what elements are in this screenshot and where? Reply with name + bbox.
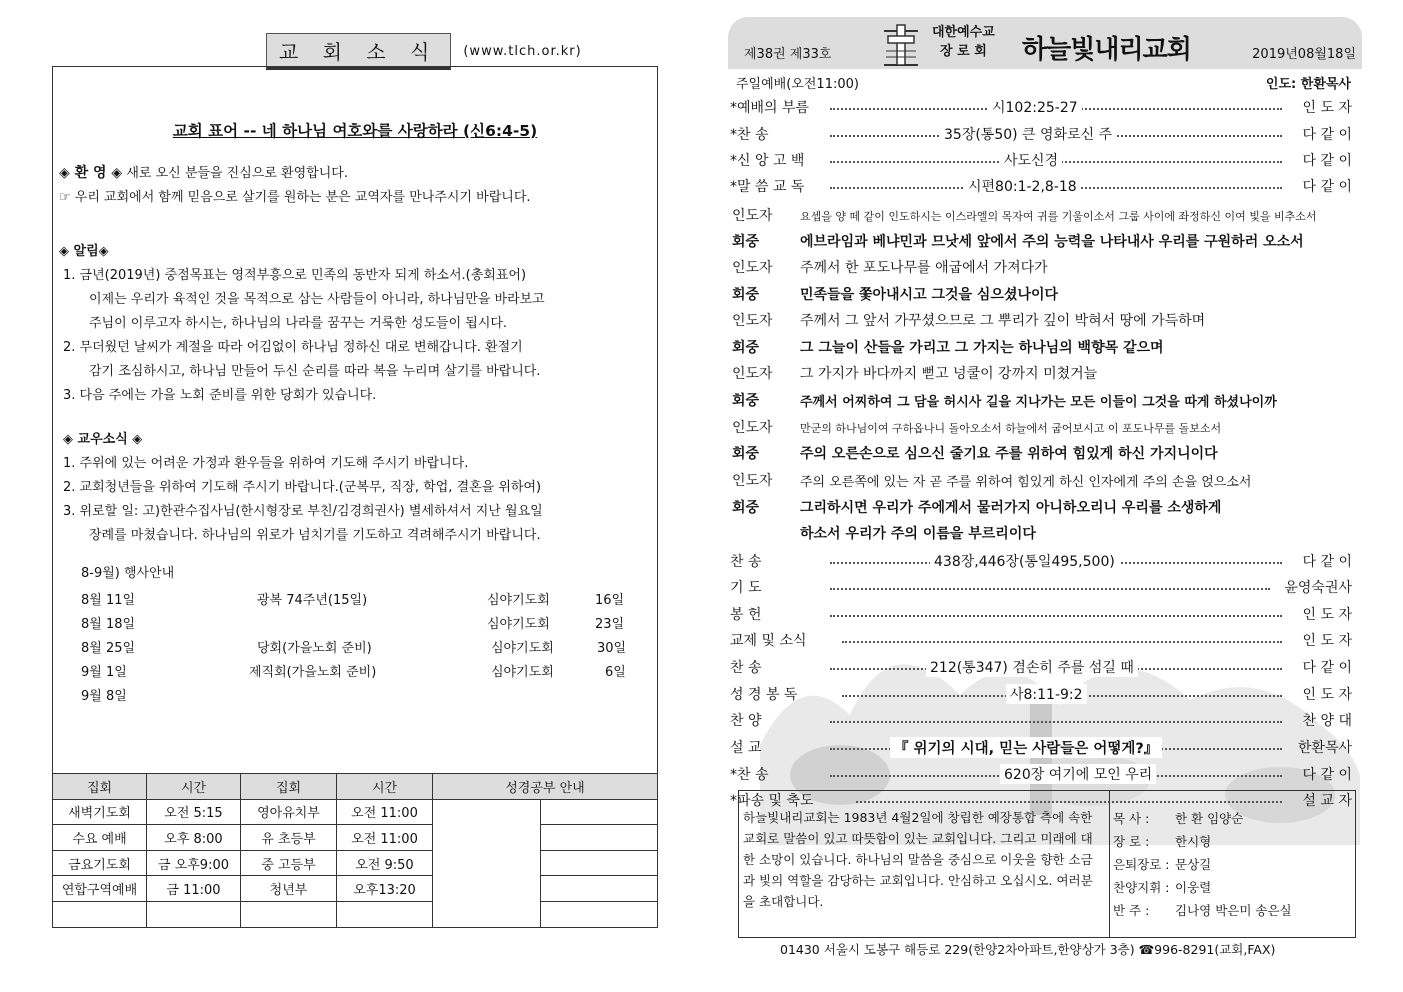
table-cell: 새벽기도회 [53, 799, 147, 825]
order-person: 다 같 이 [1302, 127, 1352, 143]
reading-speaker: 인도자 [732, 473, 773, 489]
table-cell [541, 850, 658, 876]
reading-speaker: 회중 [732, 500, 760, 516]
reading-speaker: 회중 [732, 340, 760, 356]
pastoral-line: 3. 위로할 일: 고)한관수집사님(한시형장로 부친/김경희권사) 별세하셔서 지난 월요일 [63, 504, 543, 519]
schedule-event: 제직회(가을노회 준비) [249, 665, 377, 680]
table-cell: 영아유치부 [241, 799, 337, 825]
reading-speaker: 회중 [732, 287, 760, 303]
table-cell: 유 초등부 [241, 825, 337, 851]
table-cell: 금요기도회 [53, 850, 147, 876]
reading-text: 하소서 우리가 주의 이름을 부르리이다 [800, 526, 1036, 542]
reading-text: 주의 오른쪽에 있는 자 곧 주를 위하여 힘있게 하신 인자에게 주의 손을 얹으소서 [800, 475, 1252, 490]
staff-role: 목 사 : [1113, 811, 1150, 826]
order-row [730, 174, 1352, 200]
schedule-date: 9월 1일 [81, 665, 127, 680]
order-label: 찬 송 [730, 660, 762, 676]
order-detail: 35장(통50) 큰 영화로신 주 [940, 124, 1116, 144]
order-person: 인 도 자 [1302, 100, 1352, 116]
order-detail: 시편80:1-2,8-18 [964, 176, 1081, 196]
staff-row [1113, 830, 1292, 853]
schedule-day: 23일 [595, 617, 625, 632]
table-cell [541, 825, 658, 851]
church-address: 01430 서울시 도봉구 해등로 229(한양2차아파트,한양상가 3층) ☎996-8291(교회,FAX) [780, 942, 1276, 957]
notice-line: 2. 무더웠던 날씨가 계절을 따라 어김없이 하나님 정하신 대로 변해갑니다. 환절기 [63, 340, 523, 355]
order-person: 찬 양 대 [1302, 713, 1352, 729]
order-detail: 620장 여기에 모인 우리 [1000, 764, 1156, 784]
table-cell: 청년부 [241, 876, 337, 902]
table-cell: 오후 8:00 [147, 825, 241, 851]
welcome-text: 새로 오신 분들을 진심으로 환영합니다. [126, 166, 348, 181]
table-cell [337, 901, 433, 927]
staff-row [1113, 899, 1292, 922]
denomination-line-1: 대한예수교 [932, 25, 995, 40]
staff-role: 은퇴장로 : [1113, 857, 1170, 872]
staff-row [1113, 876, 1292, 899]
schedule-day: 30일 [597, 641, 627, 656]
staff-name: 이웅렬 [1175, 880, 1212, 895]
schedule-title: 8-9월) 행사안내 [81, 566, 175, 581]
denomination [932, 23, 995, 61]
schedule-prayer: 심야기도회 [491, 641, 554, 656]
reading-speaker: 인도자 [732, 420, 773, 436]
table-row [53, 825, 658, 851]
schedule-row [59, 658, 651, 682]
table-cell: 오전 11:00 [337, 799, 433, 825]
notice-line: 이제는 우리가 육적인 것을 목적으로 삼는 사람들이 아니라, 하나님만을 바라보고 [89, 292, 545, 307]
order-label: *말 씀 교 독 [730, 179, 805, 195]
order-label: 성 경 봉 독 [730, 687, 798, 703]
notice-title: ◈ 알림◈ [59, 244, 109, 259]
reading-text: 주께서 그 앞서 가꾸셨으므로 그 뿌리가 깊이 박혀서 땅에 가득하며 [800, 313, 1206, 329]
order-detail: 시102:25-27 [988, 97, 1082, 117]
schedule-day: 6일 [605, 665, 626, 680]
service-leader: 인도: 한환목사 [1265, 77, 1351, 92]
reading-speaker: 인도자 [732, 208, 773, 224]
welcome-section [59, 161, 651, 210]
welcome-title: ◈ 환 영 ◈ [59, 165, 123, 181]
schedule-day: 16일 [595, 593, 625, 608]
church-name: 하늘빛내리교회 [1022, 35, 1191, 65]
order-row [730, 655, 1352, 681]
notice-line: 1. 금년(2019년) 중점목표는 영적부흥으로 민족의 동반자 되게 하소서.(총회표어) [63, 268, 527, 283]
order-label: *신 앙 고 백 [730, 153, 805, 169]
order-detail: 사도신경 [1000, 150, 1062, 170]
staff-name: 김나영 박은미 송은실 [1175, 903, 1292, 918]
staff-name: 한 환 임양순 [1175, 811, 1244, 826]
schedule-date: 8월 25일 [81, 641, 136, 656]
staff-role: 반 주 : [1113, 903, 1150, 918]
table-header: 시간 [147, 774, 241, 800]
order-person: 설 교 자 [1302, 793, 1352, 809]
table-row [53, 850, 658, 876]
schedule-row [59, 586, 651, 610]
schedule-prayer: 심야기도회 [487, 593, 550, 608]
news-box [52, 66, 658, 774]
staff-role: 장 로 : [1113, 834, 1150, 849]
staff-row [1113, 853, 1292, 876]
reading-text: 주의 오른손으로 심으신 줄기요 주를 위하여 힘있게 하신 가지니이다 [800, 446, 1218, 462]
staff-name: 문상길 [1175, 857, 1212, 872]
order-person: 다 같 이 [1302, 179, 1352, 195]
table-cell [541, 799, 658, 825]
order-label: 교제 및 소식 [730, 633, 807, 649]
pastoral-title: ◈ 교우소식 ◈ [63, 432, 143, 447]
order-label: *예배의 부름 [730, 100, 810, 116]
order-detail: 사8:11-9:2 [1006, 684, 1087, 704]
reading-text: 민족들을 쫓아내시고 그것을 심으셨나이다 [800, 287, 1059, 303]
news-title: 교 회 소 식 [266, 33, 451, 70]
pastoral-line: 1. 주위에 있는 어려운 가정과 환우들을 위하여 기도해 주시기 바랍니다. [63, 456, 469, 471]
order-row [730, 122, 1352, 148]
table-row [53, 901, 658, 927]
table-cell [53, 901, 147, 927]
schedule-date: 9월 8일 [81, 689, 127, 704]
church-motto: 교회 표어 -- 네 하나님 여호와를 사랑하라 (신6:4-5) [172, 122, 538, 140]
table-header: 집회 [241, 774, 337, 800]
order-row [730, 575, 1352, 601]
reading-speaker: 회중 [732, 234, 760, 250]
table-cell: 오후13:20 [337, 876, 433, 902]
staff-role: 찬양지휘 : [1113, 880, 1170, 895]
schedule-date: 8월 18일 [81, 617, 136, 632]
order-row [730, 682, 1352, 708]
order-label: *파송 및 축도 [730, 793, 814, 809]
order-person: 인 도 자 [1302, 687, 1352, 703]
reading-text: 그리하시면 우리가 주에게서 물러가지 아니하오리니 우리를 소생하게 [800, 500, 1222, 516]
table-row [53, 876, 658, 902]
order-row [730, 708, 1352, 734]
table-cell [541, 901, 658, 927]
schedule-prayer: 심야기도회 [491, 665, 554, 680]
order-person: 다 같 이 [1302, 767, 1352, 783]
table-cell: 중 고등부 [241, 850, 337, 876]
order-row [730, 148, 1352, 174]
order-person: 다 같 이 [1302, 554, 1352, 570]
bulletin-header [728, 17, 1362, 69]
order-row [730, 549, 1352, 575]
service-time: 주일예배(오전11:00) [736, 77, 859, 92]
reading-speaker: 인도자 [732, 313, 773, 329]
table-cell [241, 901, 337, 927]
reading-text: 주께서 어찌하여 그 담을 허시사 길을 지나가는 모든 이들이 그것을 따게 하셨나이까 [800, 395, 1277, 410]
table-cell [541, 876, 658, 902]
reading-text: 만군의 하나님이여 구하옵나니 돌아오소서 하늘에서 굽어보시고 이 포도나무를 돌보소서 [800, 422, 1222, 435]
schedule-row [59, 634, 651, 658]
pastoral-line: 장례를 마쳤습니다. 하나님의 위로가 넘치기를 기도하고 격려해주시기 바랍니다. [89, 528, 541, 543]
meeting-times-table [52, 773, 658, 928]
reading-speaker: 회중 [732, 393, 760, 409]
notice-line: 3. 다음 주에는 가을 노회 준비를 위한 당회가 있습니다. [63, 388, 377, 403]
table-cell: 연합구역예배 [53, 876, 147, 902]
denomination-line-2: 장 로 회 [940, 44, 987, 59]
table-header: 집회 [53, 774, 147, 800]
table-cell [433, 799, 541, 927]
order-label: 찬 양 [730, 713, 762, 729]
order-person: 한환목사 [1297, 740, 1352, 756]
reading-speaker: 회중 [732, 446, 760, 462]
schedule-date: 8월 11일 [81, 593, 136, 608]
staff-list [1113, 807, 1292, 922]
reading-speaker: 인도자 [732, 260, 773, 276]
order-label: 찬 송 [730, 554, 762, 570]
pastoral-section [59, 428, 651, 548]
order-label: 기 도 [730, 580, 762, 596]
order-label: 설 교 [730, 740, 762, 756]
table-cell: 오전 5:15 [147, 799, 241, 825]
schedule-row [59, 682, 651, 706]
order-row [730, 95, 1352, 121]
table-row [53, 799, 658, 825]
order-label: 봉 헌 [730, 607, 762, 623]
notice-line: 주님이 이루고자 하시는, 하나님의 나라를 꿈꾸는 거룩한 성도들이 됩시다. [89, 316, 508, 331]
order-person: 인 도 자 [1302, 607, 1352, 623]
reading-speaker: 인도자 [732, 366, 773, 382]
schedule-row [59, 610, 651, 634]
church-url[interactable]: (www.tlch.or.kr) [463, 44, 582, 59]
church-introduction: 하늘빛내리교회는 1983년 4월2일에 창립한 예장통합 측에 속한 교회로 말씀이 있고 따뜻함이 있는 교회입니다. 그리고 미래에 대한 소망이 있습니다. 하나님의 말씀을 중심으로 이웃을 향한 소금과 빛의 역할을 감당하는 교회입니다. 안심하고 오십시오. 여러분을 초대합니다. [743, 810, 1093, 909]
order-label: *찬 송 [730, 127, 769, 143]
order-detail: 438장,446장(통일495,500) [930, 551, 1119, 571]
table-cell: 금 오후9:00 [147, 850, 241, 876]
notice-line: 감기 조심하시고, 하나님 만들어 두신 순리를 따라 복을 누리며 살기를 바랍니다. [89, 364, 541, 379]
staff-name: 한시형 [1175, 834, 1212, 849]
table-cell: 오전 11:00 [337, 825, 433, 851]
pastoral-line: 2. 교회청년들을 위하여 기도해 주시기 바랍니다.(군복무, 직장, 학업, 결혼을 위하여) [63, 480, 542, 495]
order-label: *찬 송 [730, 767, 769, 783]
notice-section [59, 240, 651, 408]
sermon-title: 『 위기의 시대, 믿는 사람들은 어떻게?』 [890, 737, 1162, 758]
order-row [730, 628, 1352, 654]
church-info-box [738, 790, 1356, 938]
table-cell: 금 11:00 [147, 876, 241, 902]
table-header: 시간 [337, 774, 433, 800]
reading-text: 그 그늘이 산들을 가리고 그 가지는 하나님의 백향목 같으며 [800, 340, 1164, 356]
issue-number: 제38권 제33호 [744, 47, 832, 62]
event-schedule [59, 562, 651, 706]
schedule-event: 당회(가을노회 준비) [257, 641, 372, 656]
schedule-prayer: 심야기도회 [487, 617, 550, 632]
reading-text: 주께서 한 포도나무를 애굽에서 가져다가 [800, 260, 1048, 276]
order-person: 다 같 이 [1302, 153, 1352, 169]
table-header-row [53, 774, 658, 800]
order-person: 인 도 자 [1302, 633, 1352, 649]
table-header: 성경공부 안내 [433, 774, 658, 800]
table-cell: 수요 예배 [53, 825, 147, 851]
staff-row [1113, 807, 1292, 830]
order-row [730, 602, 1352, 628]
welcome-text-2: ☞ 우리 교회에서 함께 믿음으로 살기를 원하는 분은 교역자를 만나주시기 바랍니다. [59, 190, 531, 205]
order-person: 윤영숙권사 [1284, 580, 1352, 596]
reading-text: 그 가지가 바다까지 뻗고 넝쿨이 강까지 미쳤거늘 [800, 366, 1098, 382]
church-cross-icon [880, 21, 922, 69]
reading-text: 요셉을 양 떼 같이 인도하시는 이스라엘의 목자여 귀를 기울이소서 그룹 사이에 좌정하신 이여 빛을 비추소서 [800, 210, 1317, 223]
table-cell [147, 901, 241, 927]
order-detail: 212(통347) 겸손히 주를 섬길 때 [926, 657, 1138, 677]
order-person: 다 같 이 [1302, 660, 1352, 676]
order-row [730, 762, 1352, 788]
bulletin-date: 2019년08월18일 [1252, 47, 1356, 62]
news-header [266, 33, 582, 70]
order-row [730, 735, 1352, 761]
schedule-event: 광복 74주년(15일) [257, 593, 368, 608]
reading-text: 에브라임과 베냐민과 므낫세 앞에서 주의 능력을 나타내사 우리를 구원하러 오소서 [800, 234, 1304, 250]
table-cell: 오전 9:50 [337, 850, 433, 876]
